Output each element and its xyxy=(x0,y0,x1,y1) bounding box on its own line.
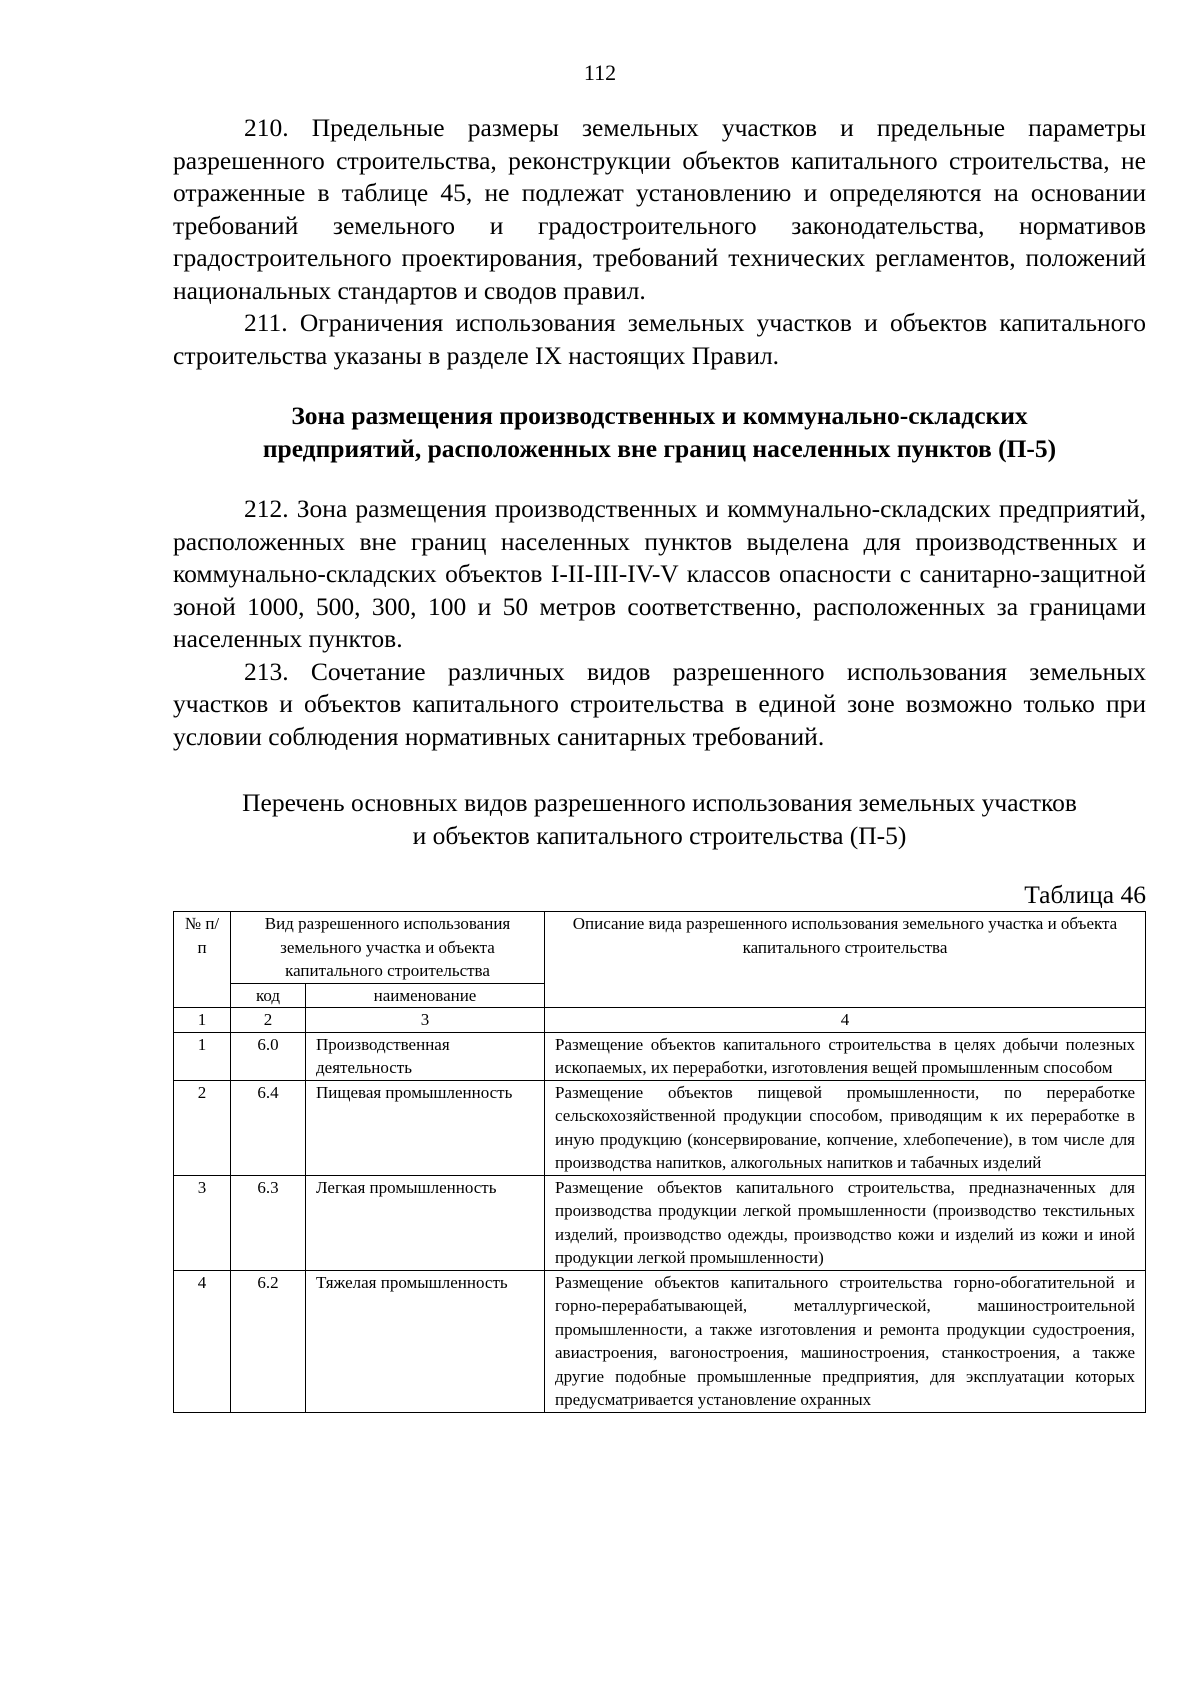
table-column-numbers-row xyxy=(174,1008,1146,1033)
row-desc: Размещение объектов капитального строительства в целях добычи полезных ископаемых, их переработки, изготовления вещей промышленным способом xyxy=(545,1032,1146,1080)
table-row xyxy=(174,1080,1146,1175)
table-caption: Таблица 46 xyxy=(1024,880,1146,909)
table-row xyxy=(174,1270,1146,1412)
table-header-row xyxy=(174,912,1146,984)
row-code: 6.0 xyxy=(231,1032,306,1080)
document-body xyxy=(173,112,1146,1413)
row-desc: Размещение объектов пищевой промышленности, по переработке сельскохозяйственной продукции способом, приводящим к их переработке в иную продукцию (консервирование, копчение, хлебопечение), в том числе для производства напитков, алкогольных напитков и табачных изделий xyxy=(545,1080,1146,1175)
col-number: 1 xyxy=(174,1008,231,1033)
row-code: 6.4 xyxy=(231,1080,306,1175)
row-num: 1 xyxy=(174,1032,231,1080)
header-name: наименование xyxy=(306,983,545,1008)
row-num: 2 xyxy=(174,1080,231,1175)
row-name: Производственная деятельность xyxy=(306,1032,545,1080)
page-number: 112 xyxy=(583,60,617,85)
row-desc: Размещение объектов капитального строительства горно-обогатительной и горно-перерабатывающей, металлургической, машиностроительной промышленности, а также изготовления и ремонта продукции судостроения, авиастроения, вагоностроения, машиностроения, станкостроения, а также другие подобные промышленные предприятия, для эксплуатации которых предусматривается установление охранных xyxy=(545,1270,1146,1412)
row-num: 4 xyxy=(174,1270,231,1412)
zone-heading-line1: Зона размещения производственных и коммунально-складских xyxy=(291,401,1028,430)
permitted-use-table xyxy=(173,911,1146,1413)
row-name: Тяжелая промышленность xyxy=(306,1270,545,1412)
table-row xyxy=(174,1175,1146,1270)
zone-heading-line2: предприятий, расположенных вне границ населенных пунктов (П-5) xyxy=(262,433,1057,463)
table-row xyxy=(174,1032,1146,1080)
paragraph-211: 211. Ограничения использования земельных участков и объектов капитального строительства указаны в разделе IX настоящих Правил. xyxy=(173,308,1146,370)
col-number: 4 xyxy=(545,1008,1146,1033)
paragraph-212: 212. Зона размещения производственных и коммунально-складских предприятий, расположенных вне границ населенных пунктов выделена для производственных и коммунально-складских объектов I-II-III-IV-V классов опасности с санитарно-защитной зоной 1000, 500, 300, 100 и 50 метров соответственно, расположенных за границами населенных пунктов. xyxy=(173,494,1146,653)
list-title-line1: Перечень основных видов разрешенного использования земельных участков xyxy=(242,788,1077,817)
col-number: 2 xyxy=(231,1008,306,1033)
header-desc: Описание вида разрешенного использования земельного участка и объекта капитального строительства xyxy=(545,912,1146,1008)
header-kind: Вид разрешенного использования земельного участка и объекта капитального строительства xyxy=(231,912,545,984)
row-name: Легкая промышленность xyxy=(306,1175,545,1270)
list-title-line2: и объектов капитального строительства (П-5) xyxy=(412,820,907,850)
row-code: 6.2 xyxy=(231,1270,306,1412)
zone-heading xyxy=(173,400,1146,465)
paragraph-213: 213. Сочетание различных видов разрешенного использования земельных участков и объектов капитального строительства в единой зоне возможно только при условии соблюдения нормативных санитарных требований. xyxy=(173,656,1146,751)
row-code: 6.3 xyxy=(231,1175,306,1270)
list-title xyxy=(173,787,1146,852)
row-name: Пищевая промышленность xyxy=(306,1080,545,1175)
col-number: 3 xyxy=(306,1008,545,1033)
row-num: 3 xyxy=(174,1175,231,1270)
row-desc: Размещение объектов капитального строительства, предназначенных для производства продукции легкой промышленности (производство текстильных изделий, производство одежды, производство кожи и изделий из кожи и иной продукции легкой промышленности) xyxy=(545,1175,1146,1270)
paragraph-210: 210. Предельные размеры земельных участков и предельные параметры разрешенного строительства, реконструкции объектов капитального строительства, не отраженные в таблице 45, не подлежат установлению и определяются на основании требований земельного и градостроительного законодательства, нормативов градостроительного проектирования, требований технических регламентов, положений национальных стандартов и сводов правил. xyxy=(173,113,1146,305)
header-num: № п/п xyxy=(174,912,231,1008)
header-code: код xyxy=(231,983,306,1008)
